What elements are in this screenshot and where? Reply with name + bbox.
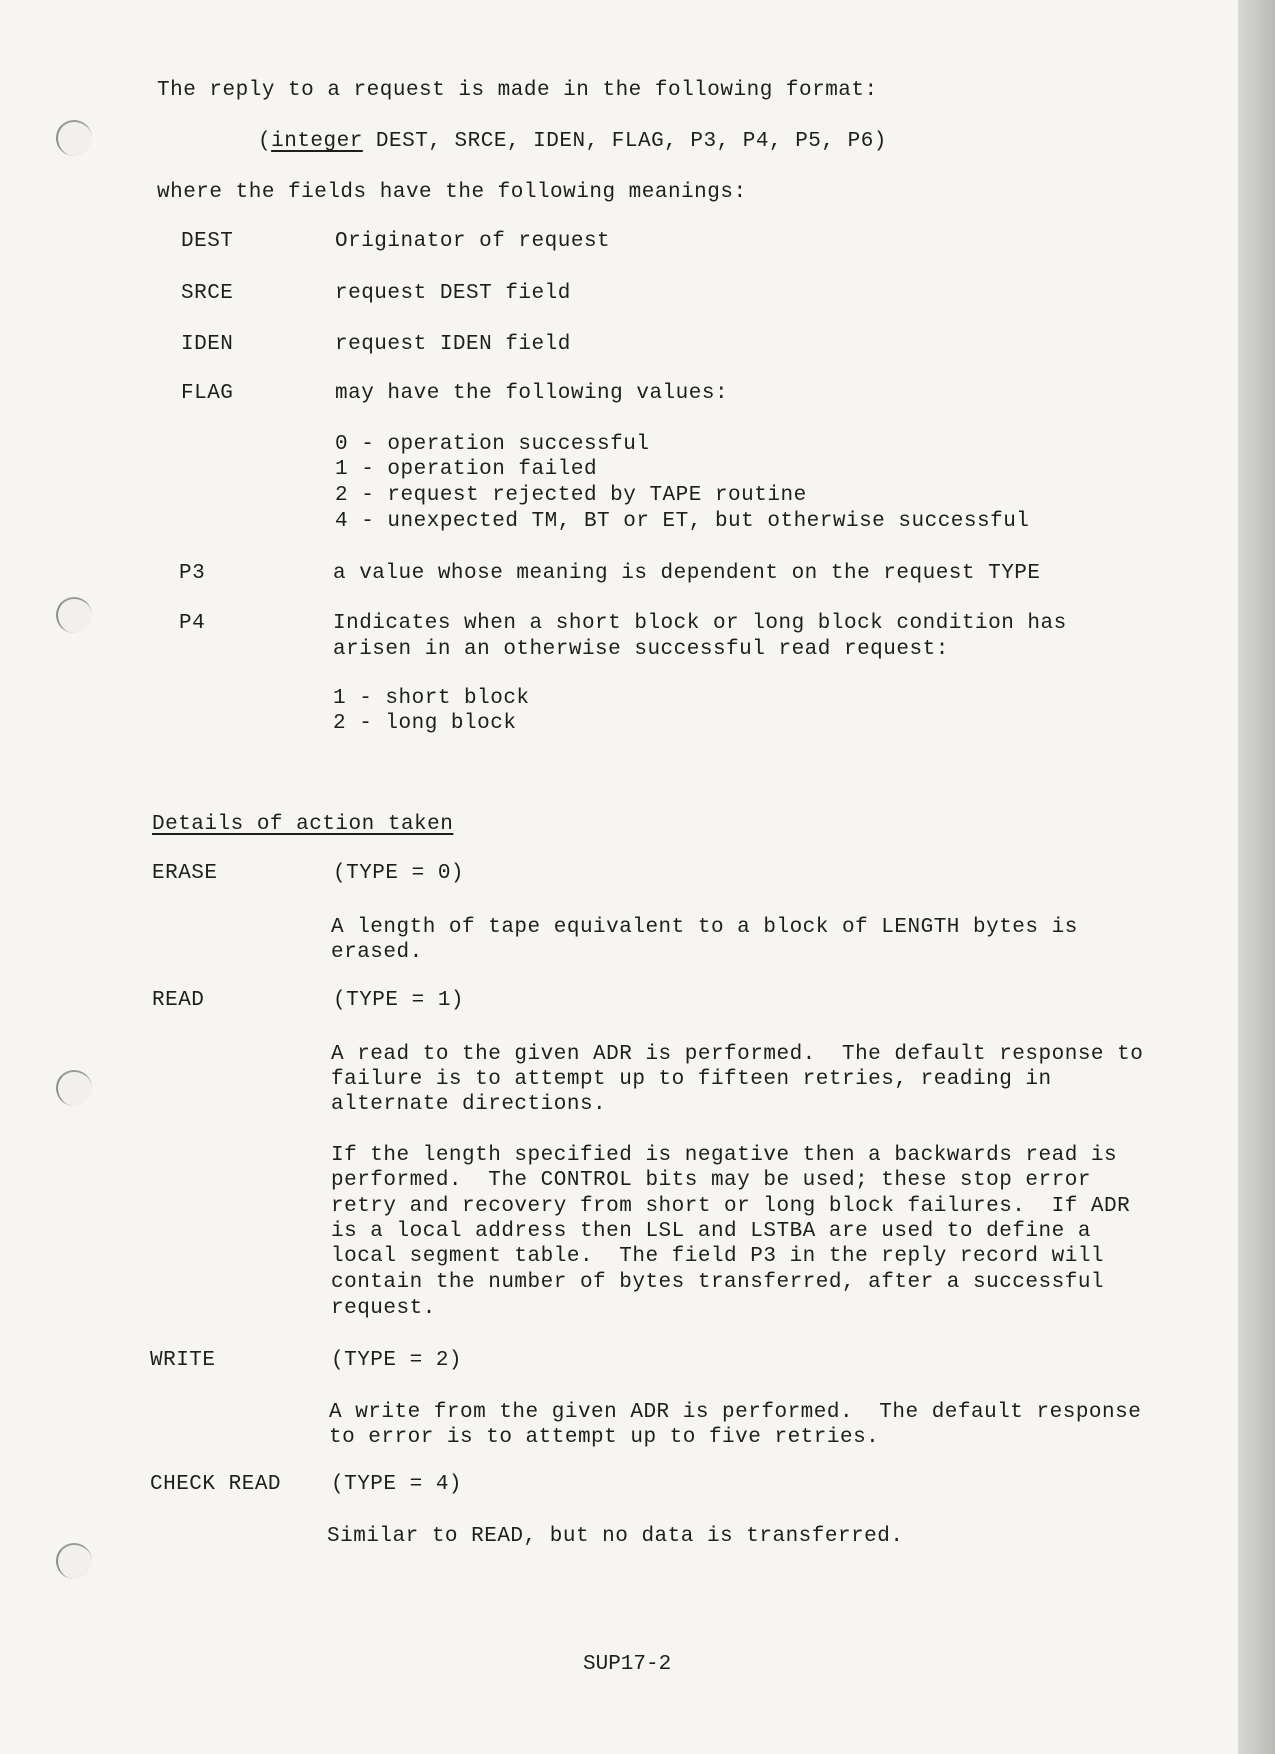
action-text-line: erased. <box>331 941 423 964</box>
action-text-line: contain the number of bytes transferred, after a successful <box>331 1271 1105 1294</box>
action-type-erase: (TYPE = 0) <box>333 862 465 885</box>
punch-hole-4 <box>56 1543 92 1579</box>
action-name-erase: ERASE <box>152 862 218 885</box>
flag-value: 1 - operation failed <box>335 458 598 481</box>
action-text-line: performed. The CONTROL bits may be used; these stop error <box>331 1169 1091 1192</box>
p4-value: 1 - short block <box>333 687 530 710</box>
field-desc-p3: a value whose meaning is dependent on the request TYPE <box>333 562 1041 585</box>
format-open-paren: ( <box>258 130 272 153</box>
action-text-line: retry and recovery from short or long block failures. If ADR <box>331 1195 1131 1218</box>
field-name-p3: P3 <box>179 562 206 585</box>
action-name-check-read: CHECK READ <box>150 1473 282 1496</box>
format-fields: DEST, SRCE, IDEN, FLAG, P3, P4, P5, P6) <box>362 130 887 153</box>
action-text-line: failure is to attempt up to fifteen retries, reading in <box>331 1068 1052 1091</box>
action-text-line: alternate directions. <box>331 1093 607 1116</box>
punch-hole-1 <box>56 120 92 156</box>
action-text-line: Similar to READ, but no data is transferred. <box>327 1525 904 1548</box>
flag-value: 0 - operation successful <box>335 433 650 456</box>
field-desc-p4-line: arisen in an otherwise successful read request: <box>333 638 949 661</box>
format-keyword: integer <box>271 130 363 153</box>
action-text-line: is a local address then LSL and LSTBA are used to define a <box>331 1220 1091 1243</box>
scanner-edge <box>1238 0 1275 1754</box>
flag-value: 4 - unexpected TM, BT or ET, but otherwise successful <box>335 510 1030 533</box>
page-footer: SUP17-2 <box>583 1653 672 1676</box>
action-text-line: A length of tape equivalent to a block of LENGTH bytes is <box>331 916 1078 939</box>
action-text-line: request. <box>331 1297 436 1320</box>
field-desc-p4-line: Indicates when a short block or long block condition has <box>333 612 1067 635</box>
action-text-line: A write from the given ADR is performed. The default response <box>329 1401 1142 1424</box>
punch-hole-2 <box>56 597 92 633</box>
action-type-write: (TYPE = 2) <box>331 1349 463 1372</box>
field-name-flag: FLAG <box>181 382 234 405</box>
action-text-line: A read to the given ADR is performed. The default response to <box>331 1043 1144 1066</box>
action-text-line: local segment table. The field P3 in the reply record will <box>331 1245 1105 1268</box>
field-name-iden: IDEN <box>181 333 234 356</box>
p4-value: 2 - long block <box>333 712 517 735</box>
field-name-dest: DEST <box>181 230 234 253</box>
action-name-write: WRITE <box>150 1349 216 1372</box>
details-heading: Details of action taken <box>152 813 454 836</box>
field-desc-flag: may have the following values: <box>335 382 729 405</box>
intro-text: The reply to a request is made in the following format: <box>157 79 878 102</box>
field-name-srce: SRCE <box>181 282 234 305</box>
format-line <box>258 129 887 154</box>
action-text-line: to error is to attempt up to five retries. <box>329 1426 880 1449</box>
field-desc-srce: request DEST field <box>335 282 571 305</box>
flag-value: 2 - request rejected by TAPE routine <box>335 484 807 507</box>
field-desc-iden: request IDEN field <box>335 333 571 356</box>
action-name-read: READ <box>152 989 205 1012</box>
action-text-line: If the length specified is negative then a backwards read is <box>331 1144 1118 1167</box>
field-name-p4: P4 <box>179 612 206 635</box>
where-text: where the fields have the following meanings: <box>157 181 747 204</box>
field-desc-dest: Originator of request <box>335 230 611 253</box>
action-type-read: (TYPE = 1) <box>333 989 465 1012</box>
punch-hole-3 <box>56 1070 92 1106</box>
action-type-check-read: (TYPE = 4) <box>331 1473 463 1496</box>
